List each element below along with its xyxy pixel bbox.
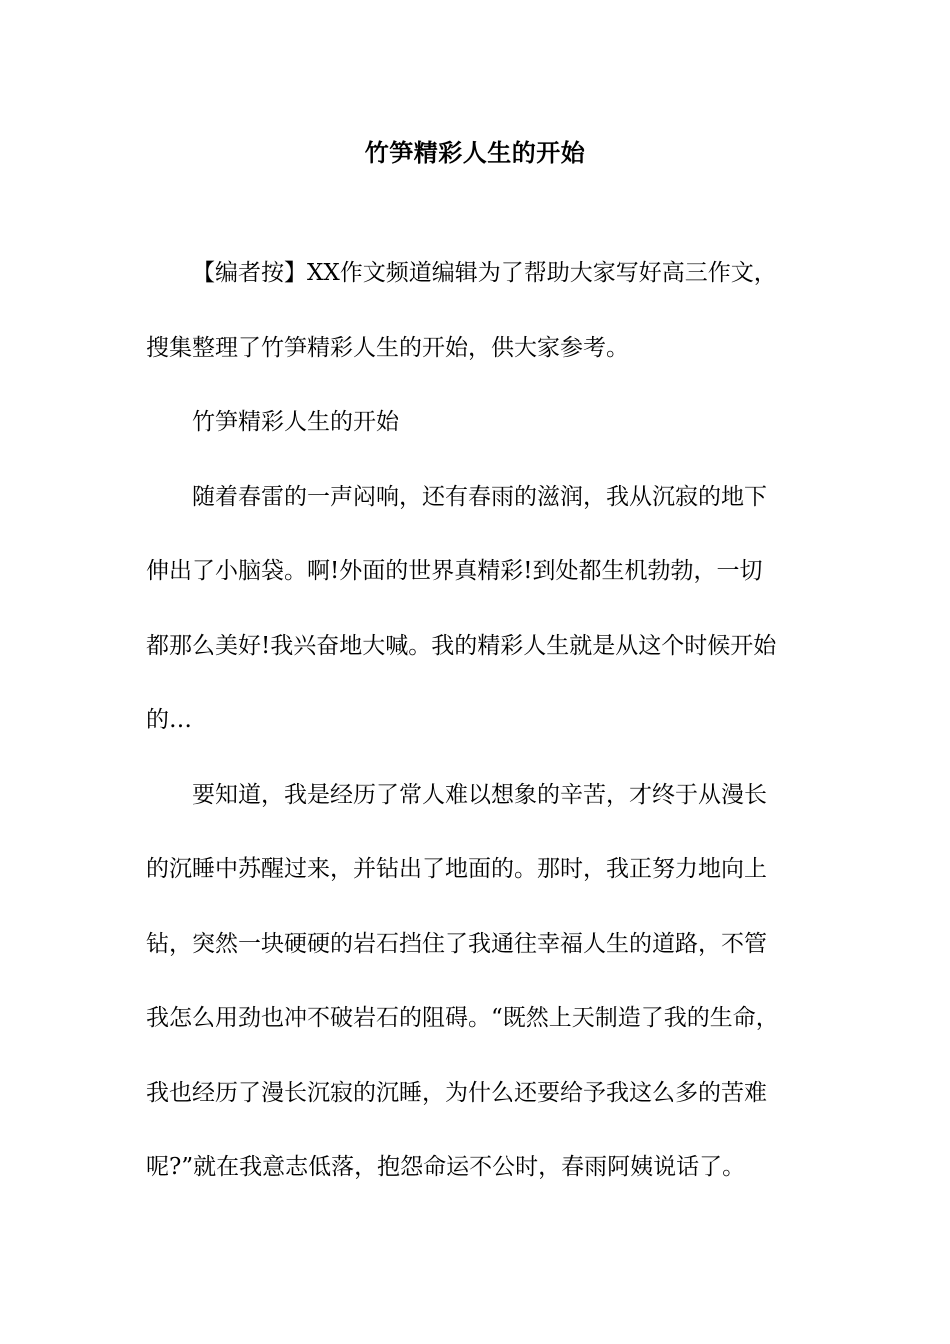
paragraph-line: 的…: [146, 707, 192, 733]
paragraph-line: 我怎么用劲也冲不破岩石的阻碍。“既然上天制造了我的生命，: [146, 1005, 779, 1031]
body-paragraph: [146, 460, 826, 758]
paragraph-line: 钻，突然一块硬硬的岩石挡住了我通往幸福人生的道路，不管: [146, 930, 767, 957]
paragraph-line: 【编者按】XX作文频道编辑为了帮助大家写好高三作文，: [192, 260, 777, 286]
paragraph-line: 呢?”就在我意志低落，抱怨命运不公时，春雨阿姨说话了。: [146, 1154, 746, 1180]
body-paragraph: [146, 758, 826, 1205]
paragraph-line: 伸出了小脑袋。啊!外面的世界真精彩!到处都生机勃勃，一切: [146, 558, 763, 584]
subtitle-paragraph: [146, 385, 826, 460]
document-title: 竹笋精彩人生的开始: [364, 138, 586, 167]
paragraph-line: 竹笋精彩人生的开始: [192, 409, 399, 435]
paragraph-line: 搜集整理了竹笋精彩人生的开始，供大家参考。: [146, 334, 629, 361]
paragraph-line: 随着春雷的一声闷响，还有春雨的滋润，我从沉寂的地下: [192, 483, 767, 510]
paragraph-line: 的沉睡中苏醒过来，并钻出了地面的。那时，我正努力地向上: [146, 856, 767, 882]
document-body: [146, 236, 826, 1205]
paragraph-line: 都那么美好!我兴奋地大喊。我的精彩人生就是从这个时候开始: [146, 632, 777, 659]
editor-note-paragraph: [146, 236, 826, 385]
paragraph-line: 要知道，我是经历了常人难以想象的辛苦，才终于从漫长: [192, 781, 767, 808]
paragraph-line: 我也经历了漫长沉寂的沉睡，为什么还要给予我这么多的苦难: [146, 1079, 767, 1106]
